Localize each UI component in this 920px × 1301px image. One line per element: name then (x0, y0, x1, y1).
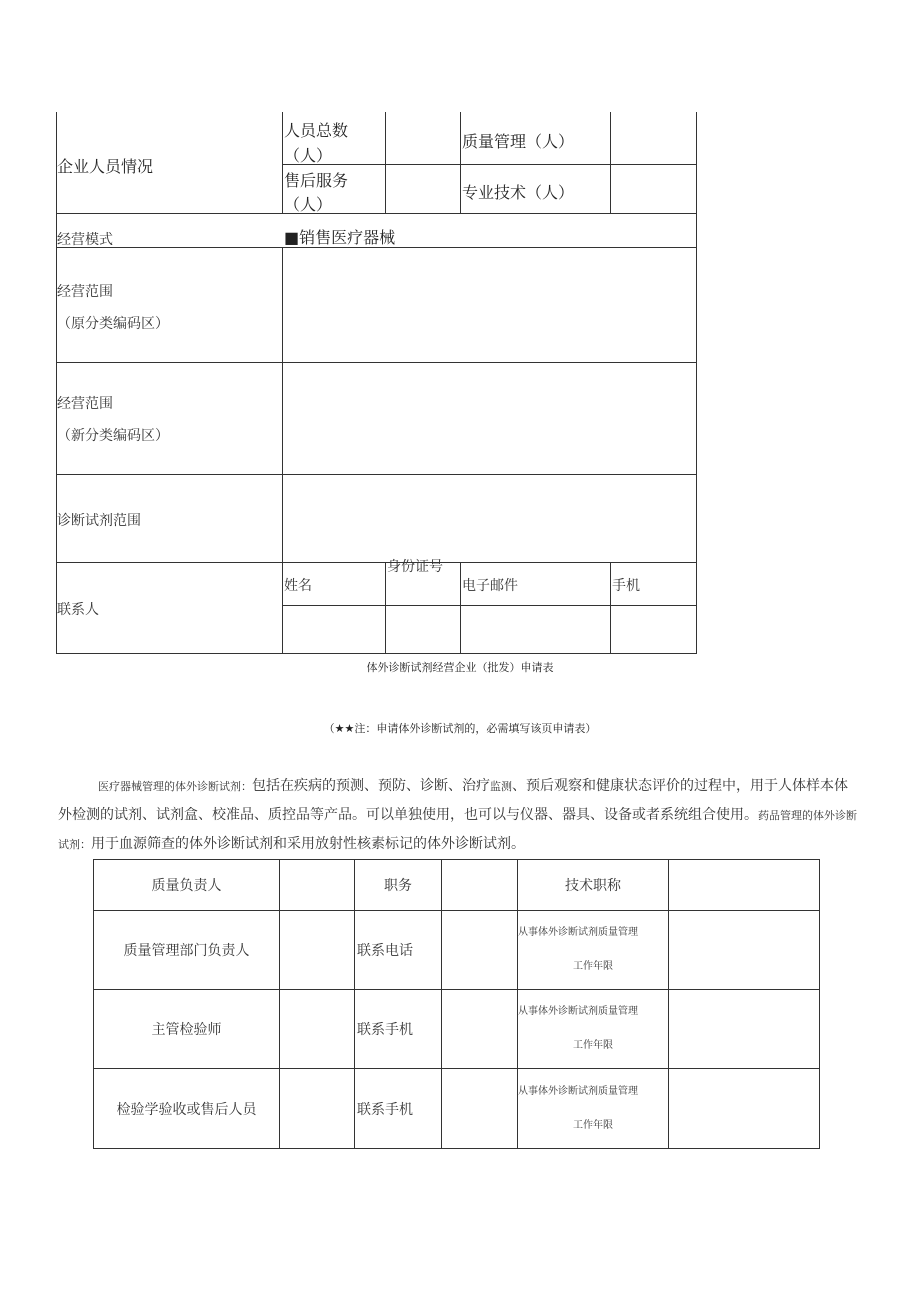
experience-label-line1: 从事体外诊断试剂质量管理 (518, 927, 638, 938)
role-label: 质量管理部门负责人 (94, 911, 280, 990)
scope-old-label: 经营范围 (57, 284, 113, 300)
scope-new-sublabel: （新分类编码区） (57, 428, 169, 444)
quality-staff-label: 质量管理（人） (462, 132, 575, 151)
after-sales-label: 售后服务 (284, 171, 349, 190)
description-text-1-small: 监测 (490, 780, 512, 793)
business-mode-value[interactable]: ■销售医疗器械 (284, 228, 396, 247)
scope-old-field[interactable] (283, 248, 695, 361)
description-text-2: 用于血源筛查的体外诊断试剂和采用放射性核素标记的体外诊断试剂。 (91, 836, 525, 852)
tech-staff-value[interactable] (611, 165, 695, 212)
grid-line (56, 213, 697, 214)
position-field[interactable] (442, 860, 518, 911)
description-term-2: 药品管理的体外诊断试剂： (58, 809, 857, 851)
experience-label-line2: 工作年限 (573, 961, 613, 972)
contact-name-header: 姓名 (284, 578, 312, 594)
contact-mobile-field[interactable] (442, 990, 518, 1069)
contact-id-header: 身份证号 (387, 559, 443, 575)
description-term-1: 医疗器械管理的体外诊断试剂： (98, 780, 252, 793)
description-text-1b: 、预后观察和健康状态评价的过程中，用于人体样本体外检测的试剂、试剂盒、校准品、质控品等产品。可以单独使用，也可以与仪器、器具、设备或者系统组合使用。 (58, 778, 848, 823)
contact-mobile-label: 联系手机 (355, 990, 442, 1069)
contact-phone-field[interactable] (611, 606, 695, 652)
table-row (94, 1069, 820, 1149)
experience-label-line2: 工作年限 (573, 1040, 613, 1051)
role-label: 检验学验收或售后人员 (94, 1069, 280, 1149)
reagent-scope-field[interactable] (283, 475, 695, 561)
form-note: （★★注：申请体外诊断试剂的，必需填写该页申请表） (323, 722, 597, 735)
staff-label: 企业人员情况 (57, 157, 154, 176)
experience-label (518, 990, 669, 1069)
contact-phone-field[interactable] (442, 911, 518, 990)
experience-field[interactable] (669, 1069, 820, 1149)
grid-line (56, 653, 697, 654)
experience-label (518, 911, 669, 990)
contact-email-header: 电子邮件 (462, 578, 518, 594)
role-label: 主管检验师 (94, 990, 280, 1069)
business-mode-label: 经营模式 (57, 232, 113, 248)
scope-new-field[interactable] (283, 363, 695, 473)
total-staff-value[interactable] (386, 113, 459, 163)
role-field[interactable] (280, 911, 355, 990)
contact-mobile-label: 联系手机 (355, 1069, 442, 1149)
quality-head-label: 质量负责人 (94, 860, 280, 911)
scope-new-label: 经营范围 (57, 396, 113, 412)
tech-title-label: 技术职称 (518, 860, 669, 911)
table-row (94, 911, 820, 990)
role-field[interactable] (280, 1069, 355, 1149)
scope-old-sublabel: （原分类编码区） (57, 316, 169, 332)
experience-label-line1: 从事体外诊断试剂质量管理 (518, 1006, 638, 1017)
contact-label: 联系人 (57, 602, 99, 618)
grid-line (460, 112, 461, 214)
experience-label-line2: 工作年限 (573, 1119, 613, 1131)
position-label: 职务 (355, 860, 442, 911)
description-paragraph (58, 772, 858, 859)
contact-name-field[interactable] (283, 606, 384, 652)
contact-phone-header: 手机 (612, 578, 640, 594)
experience-label (518, 1069, 669, 1149)
form-title: 体外诊断试剂经营企业（批发）申请表 (366, 661, 554, 674)
personnel-table (93, 859, 820, 1149)
quality-head-field[interactable] (280, 860, 355, 911)
experience-field[interactable] (669, 911, 820, 990)
table-row (94, 990, 820, 1069)
after-sales-value[interactable] (386, 165, 459, 212)
grid-line (282, 112, 283, 214)
contact-email-field[interactable] (461, 606, 609, 652)
grid-line (696, 112, 697, 654)
reagent-scope-label: 诊断试剂范围 (57, 513, 141, 529)
after-sales-unit: （人） (284, 195, 333, 214)
tech-title-field[interactable] (669, 860, 820, 911)
tech-staff-label: 专业技术（人） (462, 183, 575, 202)
quality-staff-value[interactable] (611, 113, 695, 163)
total-staff-label: 人员总数 (284, 121, 349, 140)
experience-label-line1: 从事体外诊断试剂质量管理 (518, 1085, 638, 1097)
total-staff-unit: （人） (284, 146, 333, 165)
table-row (94, 860, 820, 911)
contact-id-field[interactable] (386, 606, 459, 652)
grid-line (56, 562, 697, 563)
grid-line (56, 112, 57, 654)
contact-phone-label: 联系电话 (355, 911, 442, 990)
description-text-1: 包括在疾病的预测、预防、诊断、治疗 (252, 778, 490, 794)
role-field[interactable] (280, 990, 355, 1069)
contact-mobile-field[interactable] (442, 1069, 518, 1149)
experience-field[interactable] (669, 990, 820, 1069)
